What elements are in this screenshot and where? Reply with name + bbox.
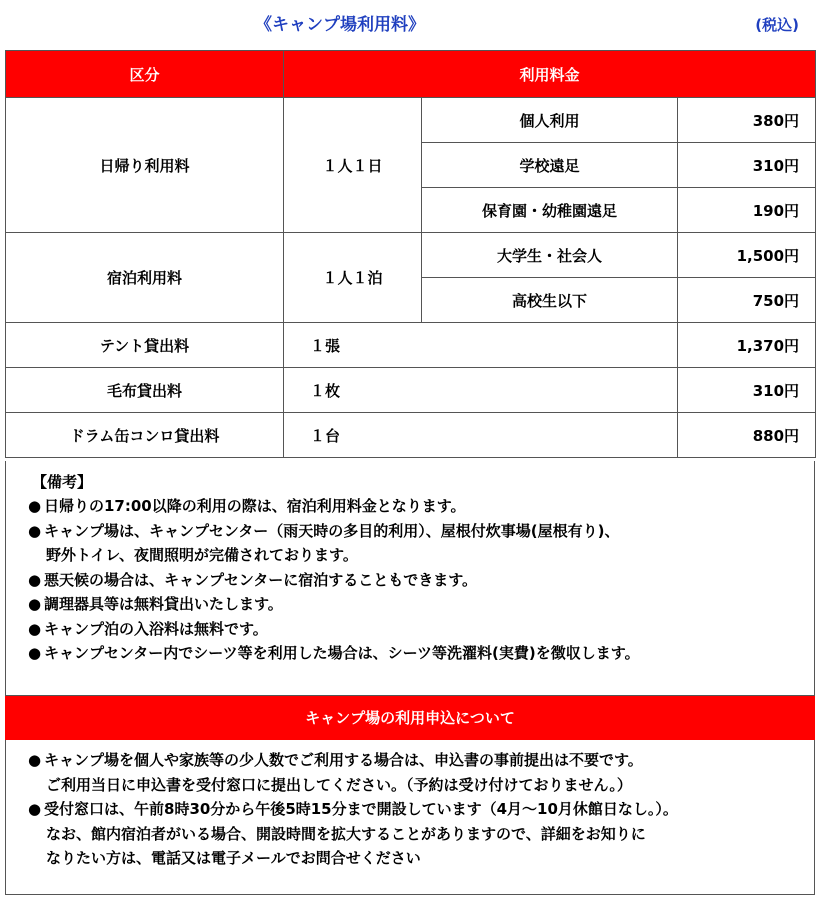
bullet-icon: ●	[28, 619, 42, 638]
table-row	[6, 323, 816, 368]
day-price: 190円	[678, 188, 816, 233]
bullet-icon: ●	[28, 800, 42, 818]
table-row	[6, 98, 816, 143]
note-item: ● キャンプセンター内でシーツ等を利用した場合は、シーツ等洗濯料(実費)を徴収します。	[6, 641, 814, 666]
rental-price: 880円	[678, 413, 816, 458]
apply-item: ● キャンプ場を個人や家族等の少人数でご利用する場合は、申込書の事前提出は不要です。	[6, 748, 814, 773]
day-unit: １人１日	[284, 98, 422, 233]
table-row	[6, 233, 816, 278]
note-item: ● 悪天候の場合は、キャンプセンターに宿泊することもできます。	[6, 568, 814, 593]
stay-price: 1,500円	[678, 233, 816, 278]
day-type: 保育園・幼稚園遠足	[422, 188, 678, 233]
bullet-icon: ●	[28, 570, 42, 589]
bullet-icon: ●	[28, 497, 42, 515]
apply-item-continued: ご利用当日に申込書を受付窓口に提出してください。（予約は受け付けておりません。）	[46, 775, 632, 794]
note-item-continued: 野外トイレ、夜間照明が完備されております。	[46, 546, 358, 564]
stay-type: 大学生・社会人	[422, 233, 678, 278]
note-item: ● キャンプ泊の入浴料は無料です。	[6, 617, 814, 642]
table-row	[6, 368, 816, 413]
tax-note: (税込)	[755, 16, 799, 34]
note-item: ● 調理器具等は無料貸出いたします。	[6, 592, 814, 617]
rental-label: ドラム缶コンロ貸出料	[6, 413, 284, 458]
apply-heading: キャンプ場の利用申込について	[5, 696, 815, 740]
apply-item-continued: なお、館内宿泊者がいる場合、開設時間を拡大することがありますので、詳細をお知りに	[46, 824, 646, 843]
day-type: 個人利用	[422, 98, 678, 143]
stay-type: 高校生以下	[422, 278, 678, 323]
day-price: 310円	[678, 143, 816, 188]
rental-price: 310円	[678, 368, 816, 413]
bullet-icon: ●	[28, 751, 42, 769]
day-label: 日帰り利用料	[6, 98, 284, 233]
header-fee: 利用料金	[284, 51, 816, 98]
day-type: 学校遠足	[422, 143, 678, 188]
rental-unit: １張	[284, 323, 678, 368]
notes-section	[5, 461, 815, 696]
apply-section	[5, 740, 815, 895]
apply-item-continued: なりたい方は、電話又は電子メールでお問合せください	[46, 849, 421, 867]
note-item: ● キャンプ場は、キャンプセンター（雨天時の多目的利用）、屋根付炊事場(屋根有り)、	[6, 519, 814, 544]
rental-label: テント貸出料	[6, 323, 284, 368]
bullet-icon: ●	[28, 521, 42, 540]
table-header-row	[6, 51, 816, 98]
rental-label: 毛布貸出料	[6, 368, 284, 413]
header-category: 区分	[6, 51, 284, 98]
table-row	[6, 413, 816, 458]
apply-item: ● 受付窓口は、午前8時30分から午後5時15分まで開設しています（4月～10月休館日なし。）。	[6, 797, 814, 822]
note-item: ● 日帰りの17:00以降の利用の際は、宿泊利用料金となります。	[6, 494, 814, 519]
bullet-icon: ●	[28, 644, 42, 662]
bullet-icon: ●	[28, 595, 42, 613]
rental-unit: １枚	[284, 368, 678, 413]
stay-label: 宿泊利用料	[6, 233, 284, 323]
fee-table	[5, 50, 816, 458]
page-title: 《キャンプ場利用料》	[255, 15, 425, 35]
rental-price: 1,370円	[678, 323, 816, 368]
stay-price: 750円	[678, 278, 816, 323]
day-price: 380円	[678, 98, 816, 143]
notes-heading: 【備考】	[32, 473, 93, 491]
rental-unit: １台	[284, 413, 678, 458]
stay-unit: １人１泊	[284, 233, 422, 323]
